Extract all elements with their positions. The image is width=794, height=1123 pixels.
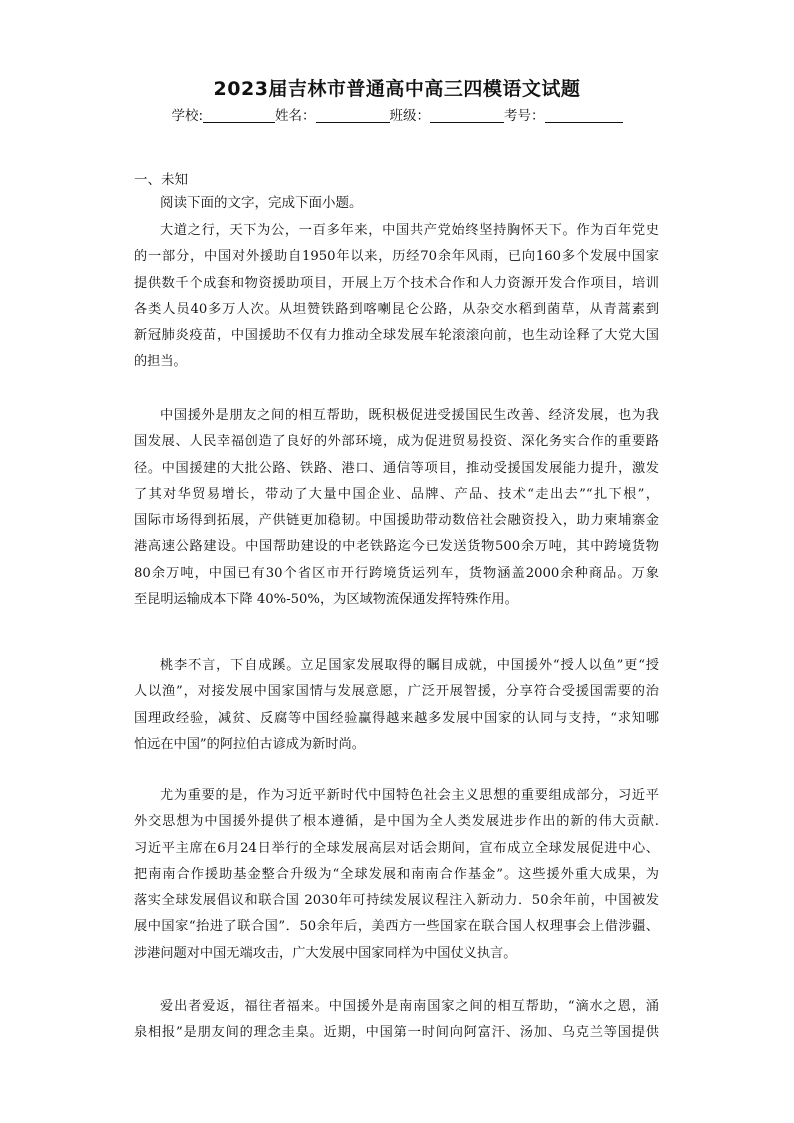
student-info-line [0, 104, 794, 124]
text-line: 泉相报”是朋友间的理念圭臬。近期，中国第一时间向阿富汗、汤加、乌克兰等国提供 [134, 1025, 659, 1041]
paragraph-3 [134, 653, 659, 758]
paragraph-5 [134, 994, 659, 1047]
school-label: 学校: [171, 108, 204, 124]
exam-no-blank [545, 107, 623, 123]
text-line: 尤为重要的是，作为习近平新时代中国特色社会主义思想的重要组成部分，习近平 [160, 788, 659, 803]
name-label: 姓名： [275, 108, 316, 124]
text-line: 外交思想为中国援外提供了根本遵循，是中国为全人类发展进步作出的新的伟大贡献. [134, 814, 659, 830]
text-line: 怕远在中国”的阿拉伯古谚成为新时尚。 [134, 736, 365, 752]
text-line: 的一部分，中国对外援助自1950年以来，历经70余年风雨，已向160多个发展中国家 [134, 249, 659, 265]
text-line: 人以渔”，对接发展中国家国情与发展意愿，广泛开展智援，分享符合受援国需要的治 [134, 684, 659, 700]
name-blank [316, 107, 390, 123]
paragraph-1 [134, 218, 659, 376]
section-heading: 一、未知 [134, 172, 188, 188]
reading-instruction: 阅读下面的文字，完成下面小题。 [160, 195, 363, 211]
text-line: 新冠肺炎疫苗，中国援助不仅有力推动全球发展车轮滚滚向前，也生动诠释了大党大国 [134, 328, 659, 344]
text-line: 涉港问题对中国无端攻击，广大发展中国家同样为中国仗义执言。 [134, 945, 517, 961]
text-line: 中国援外是朋友之间的相互帮助，既积极促进受援国民生改善、经济发展，也为我 [160, 408, 659, 423]
exam-no-label: 考号： [504, 108, 545, 124]
text-line: 各类人员40多万人次。从坦赞铁路到喀喇昆仑公路，从杂交水稻到菌草，从青蒿素到 [134, 301, 659, 317]
text-line: 径。中国援建的大批公路、铁路、港口、通信等项目，推动受援国发展能力提升，激发 [134, 460, 659, 476]
text-line: 把南南合作援助基金整合升级为“全球发展和南南合作基金”。这些援外重大成果，为 [134, 866, 659, 882]
paragraph-4 [134, 783, 659, 967]
text-line: 提供数千个成套和物资援助项目，开展上万个技术合作和人力资源开发合作项目，培训 [134, 275, 659, 291]
text-line: 习近平主席在6月24日举行的全球发展高层对话会期间，宣布成立全球发展促进中心、 [134, 840, 659, 856]
text-line: 了其对华贸易增长，带动了大量中国企业、品牌、产品、技术“走出去”“扎下根”， [134, 486, 659, 502]
class-blank [430, 107, 504, 123]
exam-title: 2023届吉林市普通高中高三四模语文试题 [213, 78, 581, 100]
text-line: 国理政经验，减贫、反腐等中国经验赢得越来越多发展中国家的认同与支持，“求知哪 [134, 710, 659, 726]
text-line: 展中国家“抬进了联合国”．50余年后，美西方一些国家在联合国人权理事会上借涉疆、 [134, 919, 659, 935]
text-line: 国际市场得到拓展，产供链更加稳韧。中国援助带动数倍社会融资投入，助力柬埔寨金 [134, 513, 659, 529]
text-line: 落实全球发展倡议和联合国 2030年可持续发展议程注入新动力．50余年前，中国被发 [134, 893, 659, 909]
text-line: 大道之行，天下为公，一百多年来，中国共产党始终坚持胸怀天下。作为百年党史 [160, 223, 659, 238]
text-line: 80余万吨，中国已有30个省区市开行跨境货运列车，货物涵盖2000余种商品。万象 [134, 565, 659, 581]
school-blank [203, 107, 275, 123]
text-line: 至昆明运输成本下降 40%-50%，为区域物流保通发挥特殊作用。 [134, 592, 518, 608]
text-line: 桃李不言，下自成蹊。立足国家发展取得的瞩目成就，中国援外“授人以鱼”更“授 [160, 658, 659, 673]
text-line: 的担当。 [134, 354, 187, 370]
text-line: 爱出者爱返，福往者福来。中国援外是南南国家之间的相互帮助，“滴水之恩，涌 [160, 999, 659, 1014]
text-line: 港高速公路建设。中国帮助建设的中老铁路迄今已发送货物500余万吨，其中跨境货物 [134, 539, 659, 555]
class-label: 班级： [389, 108, 431, 124]
text-line: 国发展、人民幸福创造了良好的外部环境，成为促进贸易投资、深化务实合作的重要路 [134, 434, 659, 450]
paragraph-2 [134, 403, 659, 613]
